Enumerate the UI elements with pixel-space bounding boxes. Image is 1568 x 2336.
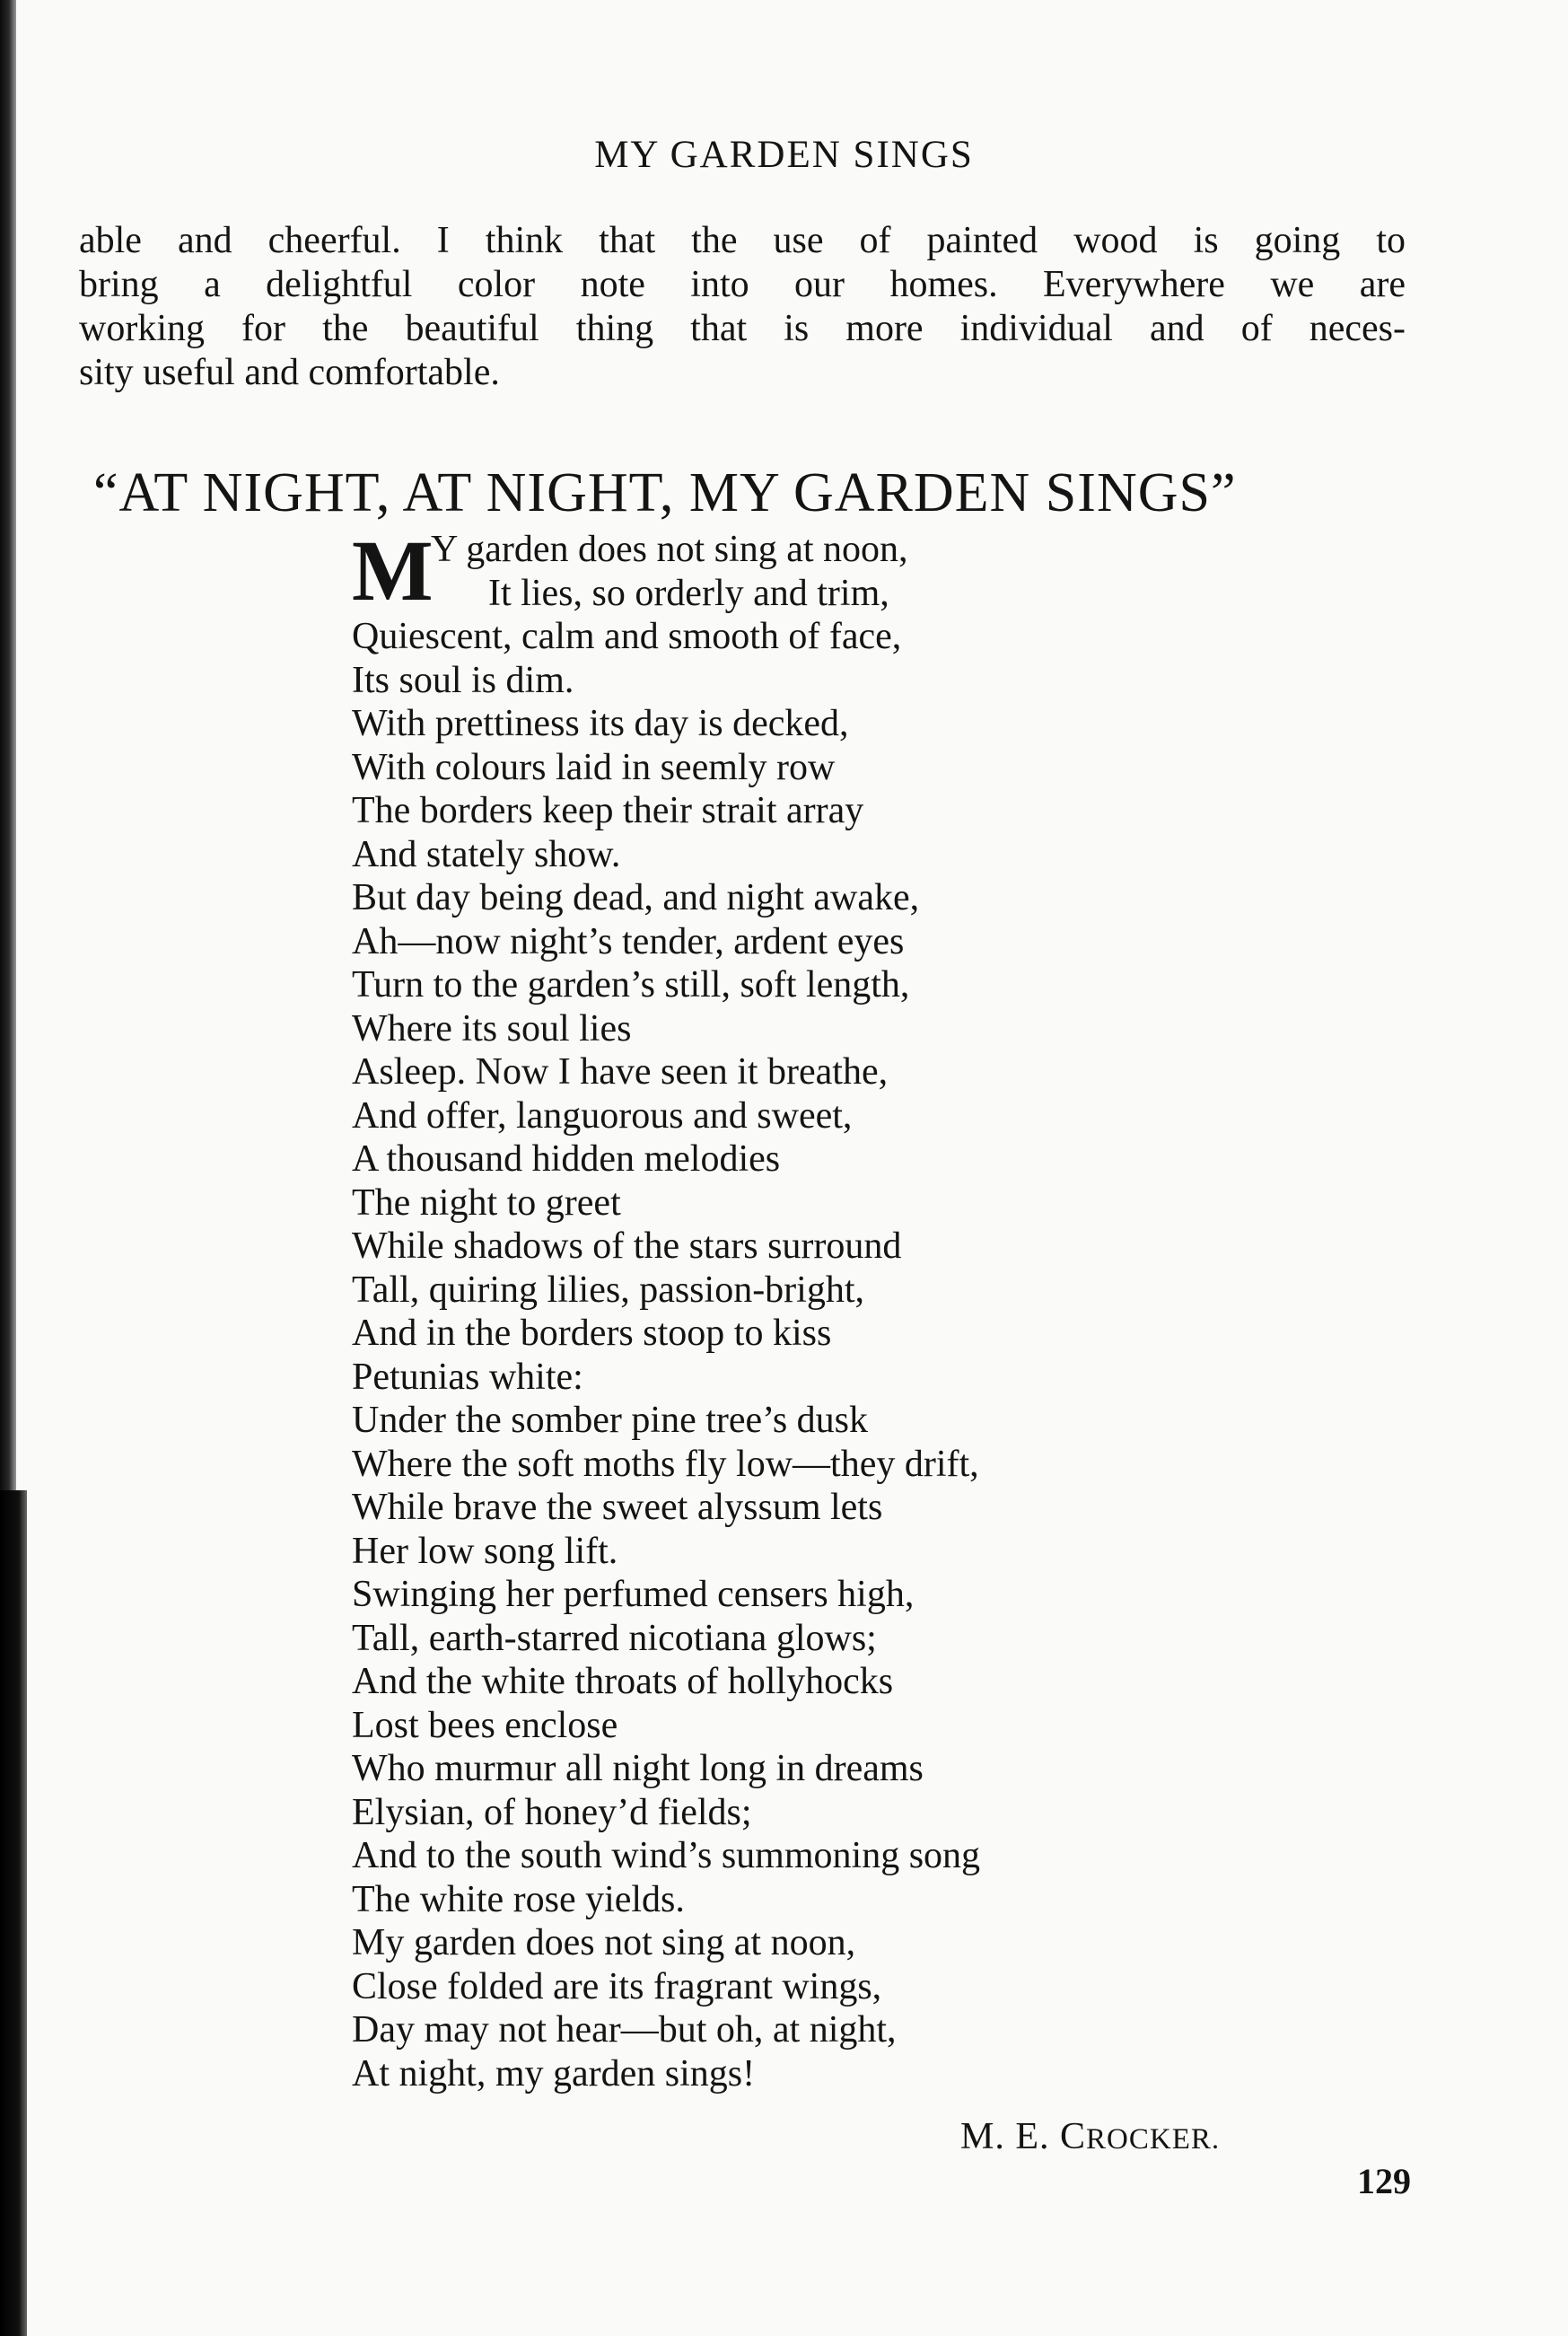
poem-line: And offer, languorous and sweet, <box>352 1094 853 1137</box>
poem-line: The white rose yields. <box>352 1878 685 1920</box>
author-surname-smallcaps: ROCKER. <box>1086 2123 1221 2156</box>
poem-title: “AT NIGHT, AT NIGHT, MY GARDEN SINGS” <box>93 462 1237 523</box>
prose-line: working for the beautiful thing that is more individual and of neces- <box>79 308 1406 349</box>
poem-line: Quiescent, calm and smooth of face, <box>352 616 902 657</box>
poem-line: And stately show. <box>352 833 621 875</box>
prose-line: able and cheerful. I think that the use of painted wood is going to <box>79 220 1406 261</box>
poem-line: Tall, quiring lilies, passion-bright, <box>352 1269 864 1311</box>
poem-line: And in the borders stoop to kiss <box>352 1313 832 1354</box>
poem-line: Where the soft moths fly low—they drift, <box>352 1443 979 1485</box>
poem-line: Day may not hear—but oh, at night, <box>352 2009 897 2051</box>
book-spine-shadow-lower <box>0 1490 27 2336</box>
prose-paragraph <box>79 219 1406 395</box>
poem-line: Her low song lift. <box>352 1530 618 1572</box>
poem-line: Swinging her perfumed censers high, <box>352 1574 915 1615</box>
poem-line: My garden does not sing at noon, <box>352 1922 856 1963</box>
poem-line: Asleep. Now I have seen it breathe, <box>352 1051 889 1093</box>
poem-line: Who murmur all night long in dreams <box>352 1748 924 1789</box>
poem-body <box>352 523 1249 2095</box>
poem-attribution <box>960 2115 1220 2158</box>
poem-line: Under the somber pine tree’s dusk <box>352 1400 869 1441</box>
drop-cap: M <box>352 523 434 619</box>
poem-line: Close folded are its fragrant wings, <box>352 1965 882 2007</box>
poem-line: Y garden does not sing at noon, <box>431 529 908 570</box>
poem-line: While brave the sweet alyssum lets <box>352 1487 883 1528</box>
poem-line: Turn to the garden’s still, soft length, <box>352 964 910 1006</box>
author-initials: M. E. C <box>960 2116 1087 2157</box>
poem-line: Tall, earth-starred nicotiana glows; <box>352 1617 877 1659</box>
page-number: 129 <box>1357 2161 1411 2201</box>
poem-line: Petunias white: <box>352 1356 583 1398</box>
poem-line: Where its soul lies <box>352 1007 632 1049</box>
poem-line: And the white throats of hollyhocks <box>352 1661 894 1702</box>
prose-line: bring a delightful color note into our homes. Everywhere we are <box>79 264 1406 305</box>
prose-line: sity useful and comfortable. <box>79 352 500 393</box>
poem-line: With colours laid in seemly row <box>352 746 836 788</box>
poem-line: At night, my garden sings! <box>352 2052 756 2094</box>
poem-line: And to the south wind’s summoning song <box>352 1835 981 1876</box>
poem-line: While shadows of the stars surround <box>352 1225 902 1267</box>
poem-line: The borders keep their strait array <box>352 790 864 831</box>
poem-line: But day being dead, and night awake, <box>352 877 920 918</box>
poem-line: Elysian, of honey’d fields; <box>352 1791 752 1833</box>
running-head: MY GARDEN SINGS <box>594 134 974 176</box>
poem-line: Lost bees enclose <box>352 1704 618 1746</box>
poem-line: With prettiness its day is decked, <box>352 703 849 744</box>
poem-line: Ah—now night’s tender, ardent eyes <box>352 920 905 962</box>
poem-line: The night to greet <box>352 1181 621 1224</box>
poem-line: Its soul is dim. <box>352 659 574 701</box>
poem-line: It lies, so orderly and trim, <box>488 572 889 614</box>
poem-line: A thousand hidden melodies <box>352 1138 781 1180</box>
